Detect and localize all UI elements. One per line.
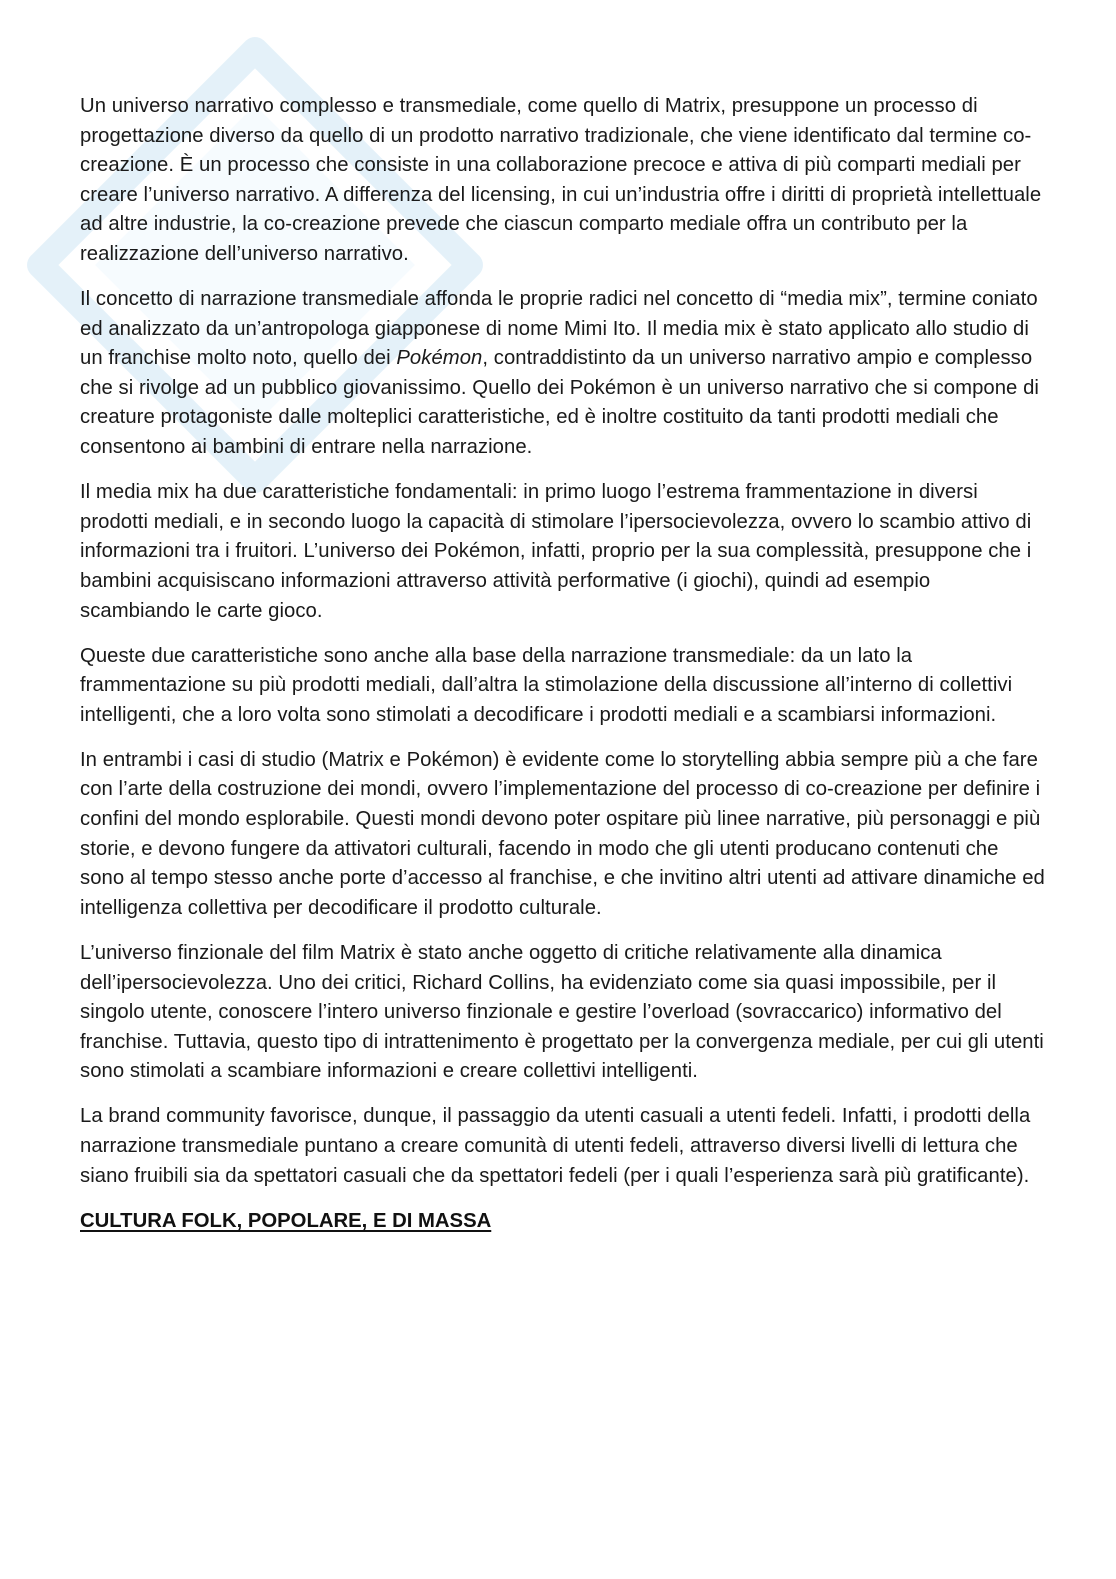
document-body [80, 92, 1045, 1236]
paragraph-caratteristiche: Il media mix ha due caratteristiche fondamentali: in primo luogo l’estrema frammentazione in diversi prodotti mediali, e in secondo luogo la capacità di stimolare l’ipersocievolezza, ovvero lo scambio attivo di informazioni tra i fruitori. L’universo dei Pokémon, infatti, proprio per la sua complessità, presuppone che i bambini acquisiscano informazioni attraverso attività performative (i giochi), quindi ad esempio scambiando le carte gioco. [80, 481, 1032, 622]
section-heading: CULTURA FOLK, POPOLARE, E DI MASSA [80, 1209, 492, 1232]
pokemon-italic-term: Pokémon [396, 347, 483, 370]
paragraph-narrazione-transmediale: Queste due caratteristiche sono anche alla base della narrazione transmediale: da un lato la frammentazione su più prodotti mediali, dall’altra la stimolazione della discussione all’interno di collettivi intelligenti, che a loro volta sono stimolati a decodificare i prodotti mediali e a scambiarsi informazioni. [80, 644, 1013, 726]
paragraph-co-creazione: Un universo narrativo complesso e transmediale, come quello di Matrix, presuppone un processo di progettazione diverso da quello di un prodotto narrativo tradizionale, che viene identificato dal termine co-creazione. È un processo che consiste in una collaborazione precoce e attiva di più comparti mediali per creare l’universo narrativo. A differenza del licensing, in cui un’industria offre i diritti di proprietà intellettuale ad altre industrie, la co-creazione prevede che ciascun comparto mediale offra un contributo per la realizzazione dell’universo narrativo. [80, 95, 1042, 265]
paragraph-media-mix [80, 285, 1045, 463]
paragraph-casi-di-studio: In entrambi i casi di studio (Matrix e Pokémon) è evidente come lo storytelling abbia sempre più a che fare con l’arte della costruzione dei mondi, ovvero l’implementazione del processo di co-creazione per definire i confini del mondo esplorabile. Questi mondi devono poter ospitare più linee narrative, più personaggi e più storie, e devono fungere da attivatori culturali, facendo in modo che gli utenti producano contenuti che sono al tempo stesso anche porte d’accesso al franchise, e che invitino altri utenti ad attivare dinamiche ed intelligenza collettiva per decodificare il prodotto culturale. [80, 748, 1045, 919]
paragraph-media-mix-text-before: Il concetto di narrazione transmediale affonda le proprie radici nel concetto di “media mix”, termine coniato ed analizzato da un’antropologa giapponese di nome Mimi Ito. Il media mix è stato applicato allo studio di un franchise molto noto, quello dei [80, 288, 1038, 370]
paragraph-critiche: L’universo finzionale del film Matrix è stato anche oggetto di critiche relativamente alla dinamica dell’ipersocievolezza. Uno dei critici, Richard Collins, ha evidenziato come sia quasi impossibile, per il singolo utente, conoscere l’intero universo finzionale e gestire l’overload (sovraccarico) informativo del franchise. Tuttavia, questo tipo di intrattenimento è progettato per la convergenza mediale, per cui gli utenti sono stimolati a scambiare informazioni e creare collettivi intelligenti. [80, 941, 1044, 1083]
paragraph-media-mix-text-after: , contraddistinto da un universo narrativo ampio e complesso che si rivolge ad un pubblico giovanissimo. Quello dei Pokémon è un universo narrativo che si compone di creature protagoniste dalle molteplici caratteristiche, ed è inoltre costituito da tanti prodotti mediali che consentono ai bambini di entrare nella narrazione. [80, 347, 1039, 459]
paragraph-brand-community: La brand community favorisce, dunque, il passaggio da utenti casuali a utenti fedeli. Infatti, i prodotti della narrazione transmediale puntano a creare comunità di utenti fedeli, attraverso diversi livelli di lettura che siano fruibili sia da spettatori casuali che da spettatori fedeli (per i quali l’esperienza sarà più gratificante). [80, 1105, 1031, 1187]
